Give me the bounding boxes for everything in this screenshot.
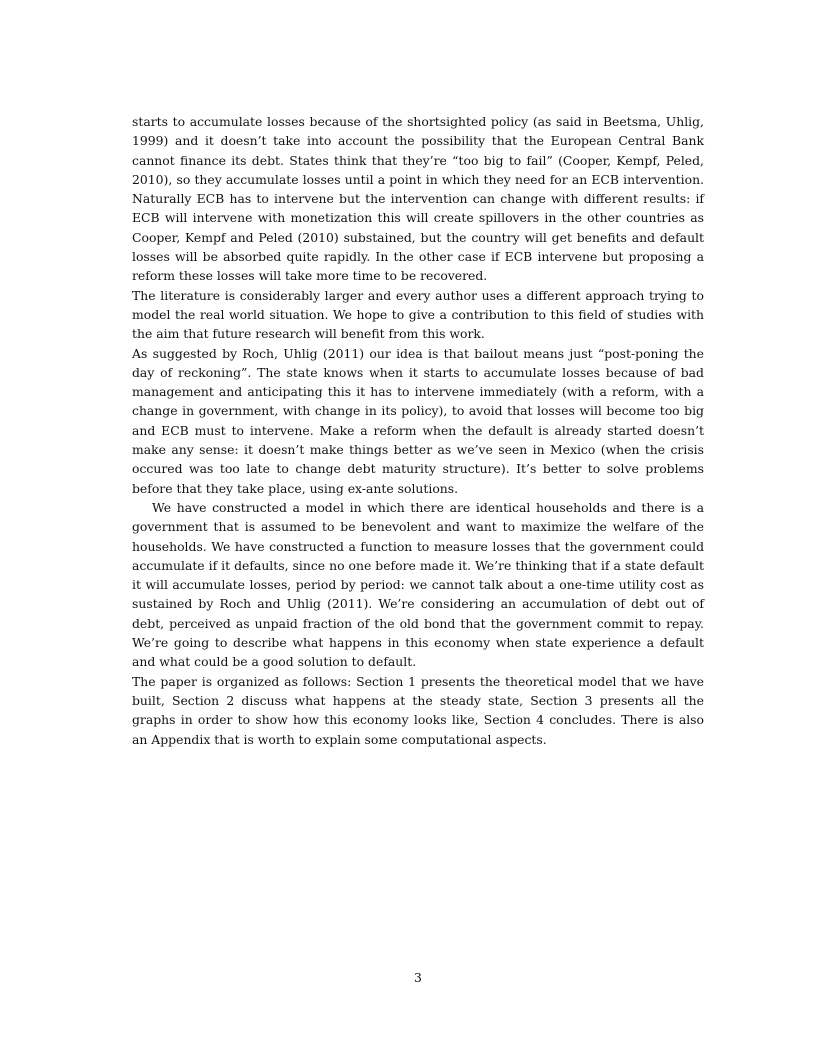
page-number: 3: [414, 970, 422, 985]
paragraph-roch-uhlig: As suggested by Roch, Uhlig (2011) our idea is that bailout means just “post-poning the day of reckoning”. The state knows when it starts to accumulate losses because of bad management and anticipating this it has to intervene immediately (with a reform, with a change in government, with change in its policy), to avoid that losses will become too big and ECB must to intervene. Make a reform when the default is already started doesn’t make any sense: it doesn’t make things better as we’ve seen in Mexico (when the crisis occured was too late to change debt maturity structure). It’s better to solve problems before that they take place, using ex-ante solutions.: [132, 345, 704, 496]
body-text: [132, 112, 704, 749]
paragraph-organization: The paper is organized as follows: Section 1 presents the theoretical model that we have built, Section 2 discuss what happens at the steady state, Section 3 presents all the graphs in order to show how this economy looks like, Section 4 concludes. There is also an Appendix that is worth to explain some computational aspects.: [132, 673, 704, 747]
paragraph-literature: The literature is considerably larger and every author uses a different approach trying to model the real world situation. We hope to give a contribution to this field of studies with the aim that future research will benefit from this work.: [132, 287, 704, 342]
paragraph-continued: starts to accumulate losses because of the shortsighted policy (as said in Beetsma, Uhlig, 1999) and it doesn’t take into account the possibility that the European Central Bank cannot finance its debt. States think that they’re “too big to fail” (Cooper, Kempf, Peled, 2010), so they accumulate losses until a point in which they need for an ECB intervention. Naturally ECB has to intervene but the intervention can change with different results: if ECB will intervene with monetization this will create spillovers in the other countries as Cooper, Kempf and Peled (2010) substained, but the country will get benefits and default losses will be absorbed quite rapidly. In the other case if ECB intervene but proposing a reform these losses will take more time to be recovered.: [132, 114, 704, 284]
paragraph-model: We have constructed a model in which there are identical households and there is a government that is assumed to be benevolent and want to maximize the welfare of the households. We have constructed a function to measure losses that the government could accumulate if it defaults, since no one before made it. We’re thinking that if a state default it will accumulate losses, period by period: we cannot talk about a one-time utility cost as sustained by Roch and Uhlig (2011). We’re considering an accumulation of debt out of debt, perceived as unpaid fraction of the old bond that the government commit to repay. We’re going to describe what happens in this economy when state experience a default and what could be a good solution to default.: [132, 499, 704, 670]
